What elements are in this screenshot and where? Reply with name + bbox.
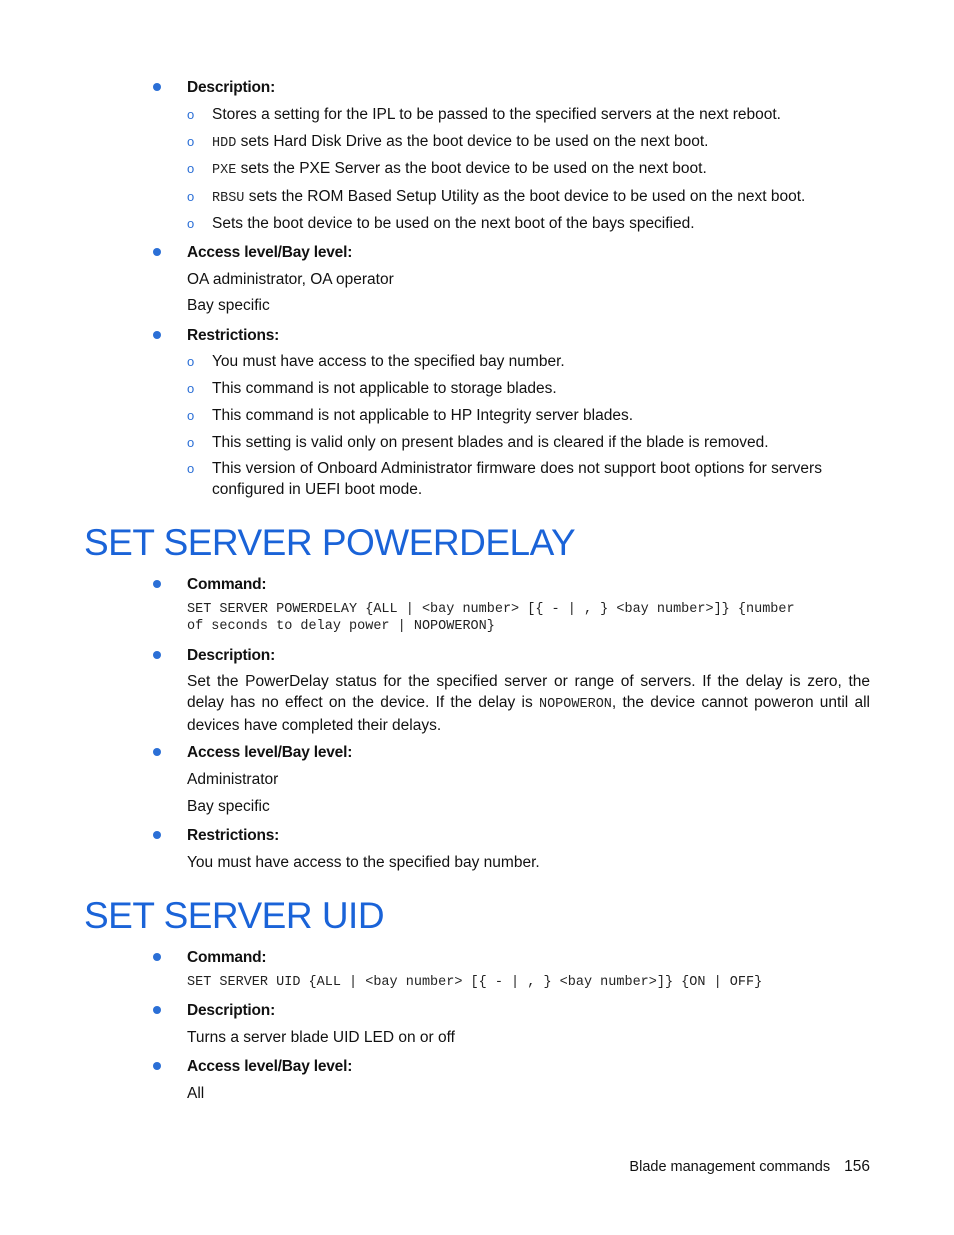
bullet bbox=[153, 580, 161, 588]
access-level-label: Access level/Bay level: bbox=[187, 744, 353, 761]
page-number: 156 bbox=[844, 1158, 870, 1175]
section-heading: SET SERVER POWERDELAY bbox=[84, 522, 576, 563]
bullet bbox=[153, 83, 161, 91]
list-item: RBSU sets the ROM Based Setup Utility as the boot device to be used on the next boot. bbox=[212, 188, 806, 206]
description-label: Description: bbox=[187, 647, 276, 664]
page-footer bbox=[629, 1158, 870, 1176]
description-label: Description: bbox=[187, 79, 276, 96]
list-item: This version of Onboard Administrator firmware does not support boot options for servers bbox=[212, 460, 822, 477]
bullet bbox=[153, 831, 161, 839]
access-value: Bay specific bbox=[187, 297, 270, 314]
sub-bullet: o bbox=[187, 216, 195, 231]
description-label: Description: bbox=[187, 1002, 276, 1019]
bullet bbox=[153, 748, 161, 756]
list-item: Stores a setting for the IPL to be passed to the specified servers at the next reboot. bbox=[212, 106, 781, 123]
list-item: You must have access to the specified bay number. bbox=[212, 353, 565, 370]
sub-bullet: o bbox=[187, 161, 195, 176]
list-item: This command is not applicable to storage blades. bbox=[212, 380, 557, 397]
list-item: HDD sets Hard Disk Drive as the boot device to be used on the next boot. bbox=[212, 133, 709, 151]
command-syntax: SET SERVER UID {ALL | <bay number> [{ - | , } <bay number>]} {ON | OFF} bbox=[187, 975, 763, 990]
sub-bullet: o bbox=[187, 408, 195, 423]
access-value: All bbox=[187, 1085, 205, 1102]
sub-bullet: o bbox=[187, 189, 195, 204]
access-level-label: Access level/Bay level: bbox=[187, 1058, 353, 1075]
command-syntax: SET SERVER POWERDELAY {ALL | <bay number> [{ - | , } <bay number>]} {number bbox=[187, 602, 795, 617]
bullet bbox=[153, 248, 161, 256]
sub-bullet: o bbox=[187, 134, 195, 149]
sub-bullet: o bbox=[187, 461, 195, 476]
description-text: Turns a server blade UID LED on or off bbox=[187, 1029, 455, 1046]
bullet bbox=[153, 651, 161, 659]
command-label: Command: bbox=[187, 576, 267, 593]
command-syntax: of seconds to delay power | NOPOWERON} bbox=[187, 619, 495, 634]
bullet bbox=[153, 1006, 161, 1014]
restrictions-label: Restrictions: bbox=[187, 827, 280, 844]
bullet bbox=[153, 953, 161, 961]
sub-bullet: o bbox=[187, 354, 195, 369]
access-value: OA administrator, OA operator bbox=[187, 271, 394, 288]
bullet bbox=[153, 1062, 161, 1070]
command-label: Command: bbox=[187, 949, 267, 966]
description-text: Set the PowerDelay status for the specified server or range of servers. If the delay is zero, the delay has no effect on the device. If the delay is NOPOWERON, the device cannot poweron until all devices have completed their delays. bbox=[187, 673, 871, 734]
access-level-label: Access level/Bay level: bbox=[187, 244, 353, 261]
footer-section-title: Blade management commands bbox=[629, 1159, 831, 1175]
restrictions-label: Restrictions: bbox=[187, 327, 280, 344]
list-item: This setting is valid only on present blades and is cleared if the blade is removed. bbox=[212, 434, 769, 451]
sub-bullet: o bbox=[187, 381, 195, 396]
section-heading: SET SERVER UID bbox=[84, 895, 385, 936]
sub-bullet: o bbox=[187, 107, 195, 122]
list-item: PXE sets the PXE Server as the boot device to be used on the next boot. bbox=[212, 160, 707, 178]
access-value: Administrator bbox=[187, 771, 279, 788]
bullet bbox=[153, 331, 161, 339]
restriction-text: You must have access to the specified bay number. bbox=[187, 854, 540, 871]
sub-bullet: o bbox=[187, 435, 195, 450]
list-item: This command is not applicable to HP Integrity server blades. bbox=[212, 407, 633, 424]
access-value: Bay specific bbox=[187, 798, 270, 815]
list-item: Sets the boot device to be used on the next boot of the bays specified. bbox=[212, 215, 695, 232]
list-item-continued: configured in UEFI boot mode. bbox=[212, 481, 423, 498]
